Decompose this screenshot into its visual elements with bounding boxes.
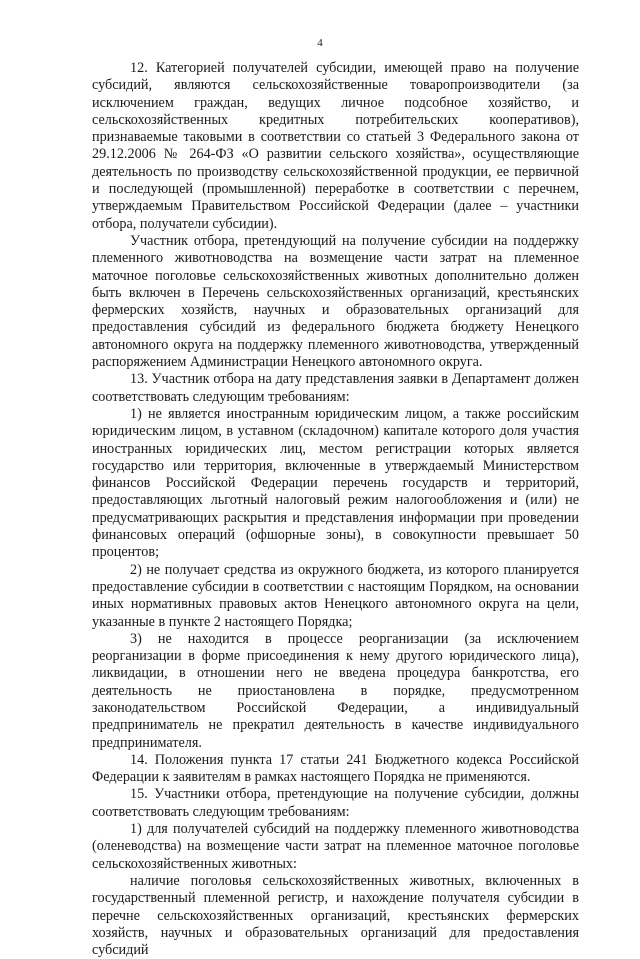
page-number: 4 — [317, 37, 323, 49]
list-item-13-1-foreign-entity: 1) не является иностранным юридическим лицом, а также российским юридическим лицом, в уставном (складочном) капитале которого доля участия иностранных юридических лиц, местом регистрации которых является государство или территория, включенные в утверждаемый Министерством финансов Российской Федерации перечень государств и территорий, предоставляющих льготный налоговый режим налогообложения и (или) не предусматривающих раскрытия и представления информации при проведении финансовых операций (офшорные зоны), в совокупности превышает 50 процентов; — [92, 405, 579, 561]
paragraph-14-budget-code: 14. Положения пункта 17 статьи 241 Бюджетного кодекса Российской Федерации к заявителям в рамках настоящего Порядка не применяются. — [92, 751, 579, 786]
list-item-13-3-reorganization: 3) не находится в процессе реорганизации (за исключением реорганизации в форме присоединения к нему другого юридического лица), ликвидации, в отношении него не введена процедура банкротства, его деятельность не приостановлена в порядке, предусмотренном законодательством Российской Федерации, а индивидуальный предприниматель не прекратил деятельность в качестве индивидуального предпринимателя. — [92, 630, 579, 751]
paragraph-breeding-participant-requirement: Участник отбора, претендующий на получение субсидии на поддержку племенного животноводства на возмещение части затрат на племенное маточное поголовье сельскохозяйственных животных дополнительно должен быть включен в Перечень сельскохозяйственных организаций, крестьянских фермерских хозяйств, научных и образовательных организаций для предоставления субсидий из федерального бюджета бюджету Ненецкого автономного округа на поддержку племенного животноводства, утвержденный распоряжением Администрации Ненецкого автономного округа. — [92, 232, 579, 371]
paragraph-15-requirements-intro: 15. Участники отбора, претендующие на получение субсидии, должны соответствовать следующим требованиям: — [92, 786, 579, 820]
paragraph-13-requirements-intro: 13. Участник отбора на дату представления заявки в Департамент должен соответствовать следующим требованиям: — [92, 371, 579, 405]
list-item-15-1-breeding-subsidy: 1) для получателей субсидий на поддержку племенного животноводства (оленеводства) на возмещение части затрат на племенное маточное поголовье сельскохозяйственных животных: — [92, 821, 579, 872]
paragraph-livestock-registry: наличие поголовья сельскохозяйственных животных, включенных в государственный племенной регистр, и нахождение получателя субсидии в перечне сельскохозяйственных организаций, крестьянских фермерских хозяйств, научных и образовательных организаций для предоставления субсидий — [92, 872, 579, 959]
document-body — [92, 60, 579, 959]
paragraph-12-recipient-category: 12. Категорией получателей субсидии, имеющей право на получение субсидий, являются сельскохозяйственные товаропроизводители (за исключением граждан, ведущих личное подсобное хозяйство, и сельскохозяйственных кредитных потребительских кооперативов), признаваемые таковыми в соответствии со статьей 3 Федерального закона от 29.12.2006 № 264-ФЗ «О развитии сельского хозяйства», осуществляющие деятельность по производству сельскохозяйственной продукции, ее первичной и последующей (промышленной) переработке в соответствии с перечнем, утверждаемым Правительством Российской Федерации (далее – участники отбора, получатели субсидии). — [92, 60, 579, 232]
list-item-13-2-budget-funds: 2) не получает средства из окружного бюджета, из которого планируется предоставление субсидии в соответствии с настоящим Порядком, на основании иных нормативных правовых актов Ненецкого автономного округа на цели, указанные в пункте 2 настоящего Порядка; — [92, 561, 579, 630]
